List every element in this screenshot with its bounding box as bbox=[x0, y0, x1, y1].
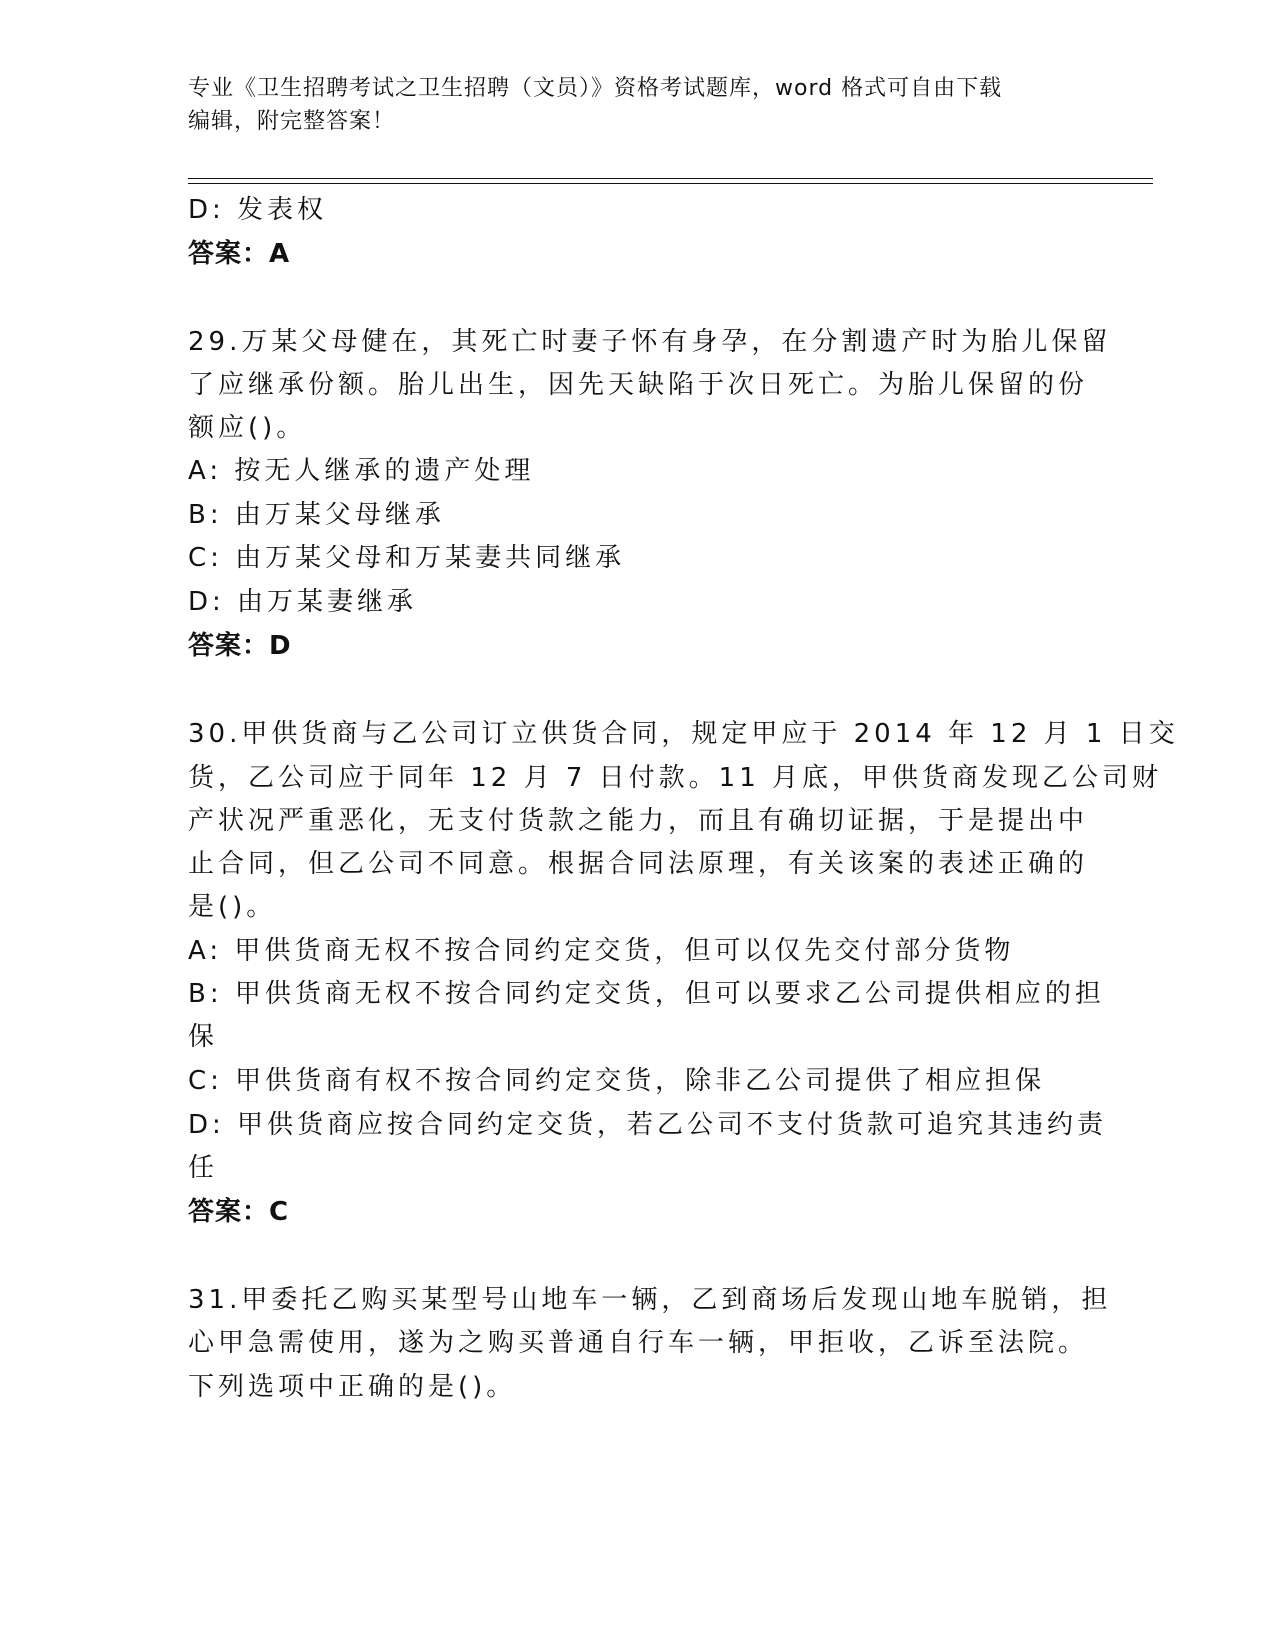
q31-stem-line-3: 下列选项中正确的是()。 bbox=[188, 1372, 517, 1402]
q30-option-d-line-1: D: 甲供货商应按合同约定交货，若乙公司不支付货款可追究其违约责 bbox=[188, 1110, 1108, 1140]
q30-answer: 答案：C bbox=[188, 1197, 290, 1227]
q30-stem-line-4: 止合同，但乙公司不同意。根据合同法原理，有关该案的表述正确的 bbox=[188, 849, 1089, 879]
q29-stem-line-1: 29.万某父母健在，其死亡时妻子怀有身孕，在分割遗产时为胎儿保留 bbox=[188, 327, 1112, 357]
q30-stem-line-1: 30.甲供货商与乙公司订立供货合同，规定甲应于 2014 年 12 月 1 日交 bbox=[188, 719, 1179, 749]
q30-stem-line-5: 是()。 bbox=[188, 892, 277, 922]
q29-stem-line-3: 额应()。 bbox=[188, 413, 307, 443]
q29-option-b: B: 由万某父母继承 bbox=[188, 500, 445, 530]
q28-answer: 答案：A bbox=[188, 239, 291, 269]
q29-stem-line-2: 了应继承份额。胎儿出生，因先天缺陷于次日死亡。为胎儿保留的份 bbox=[188, 370, 1089, 400]
header-line-1: 专业《卫生招聘考试之卫生招聘（文员）》资格考试题库，word 格式可自由下载 bbox=[188, 76, 1003, 101]
q31-stem-line-2: 心甲急需使用，遂为之购买普通自行车一辆，甲拒收，乙诉至法院。 bbox=[188, 1328, 1089, 1358]
q29-answer: 答案：D bbox=[188, 631, 292, 661]
q30-option-c: C: 甲供货商有权不按合同约定交货，除非乙公司提供了相应担保 bbox=[188, 1066, 1046, 1096]
q30-option-b-line-1: B: 甲供货商无权不按合同约定交货，但可以要求乙公司提供相应的担 bbox=[188, 979, 1105, 1009]
q30-option-b-line-2: 保 bbox=[188, 1022, 219, 1052]
q28-option-d: D: 发表权 bbox=[188, 195, 328, 225]
header-rule-top bbox=[188, 178, 1153, 179]
q30-option-a: A: 甲供货商无权不按合同约定交货，但可以仅先交付部分货物 bbox=[188, 936, 1015, 966]
header-rule-bottom bbox=[188, 183, 1153, 184]
q30-option-d-line-2: 任 bbox=[188, 1153, 219, 1183]
q31-stem-line-1: 31.甲委托乙购买某型号山地车一辆，乙到商场后发现山地车脱销，担 bbox=[188, 1285, 1112, 1315]
q29-option-a: A: 按无人继承的遗产处理 bbox=[188, 456, 535, 486]
document-header bbox=[188, 72, 1088, 138]
q29-option-c: C: 由万某父母和万某妻共同继承 bbox=[188, 543, 626, 573]
q30-stem-line-2: 货，乙公司应于同年 12 月 7 日付款。11 月底，甲供货商发现乙公司财 bbox=[188, 763, 1163, 793]
q29-option-d: D: 由万某妻继承 bbox=[188, 587, 418, 617]
q30-stem-line-3: 产状况严重恶化，无支付货款之能力，而且有确切证据，于是提出中 bbox=[188, 806, 1089, 836]
header-line-2: 编辑，附完整答案！ bbox=[188, 109, 396, 134]
